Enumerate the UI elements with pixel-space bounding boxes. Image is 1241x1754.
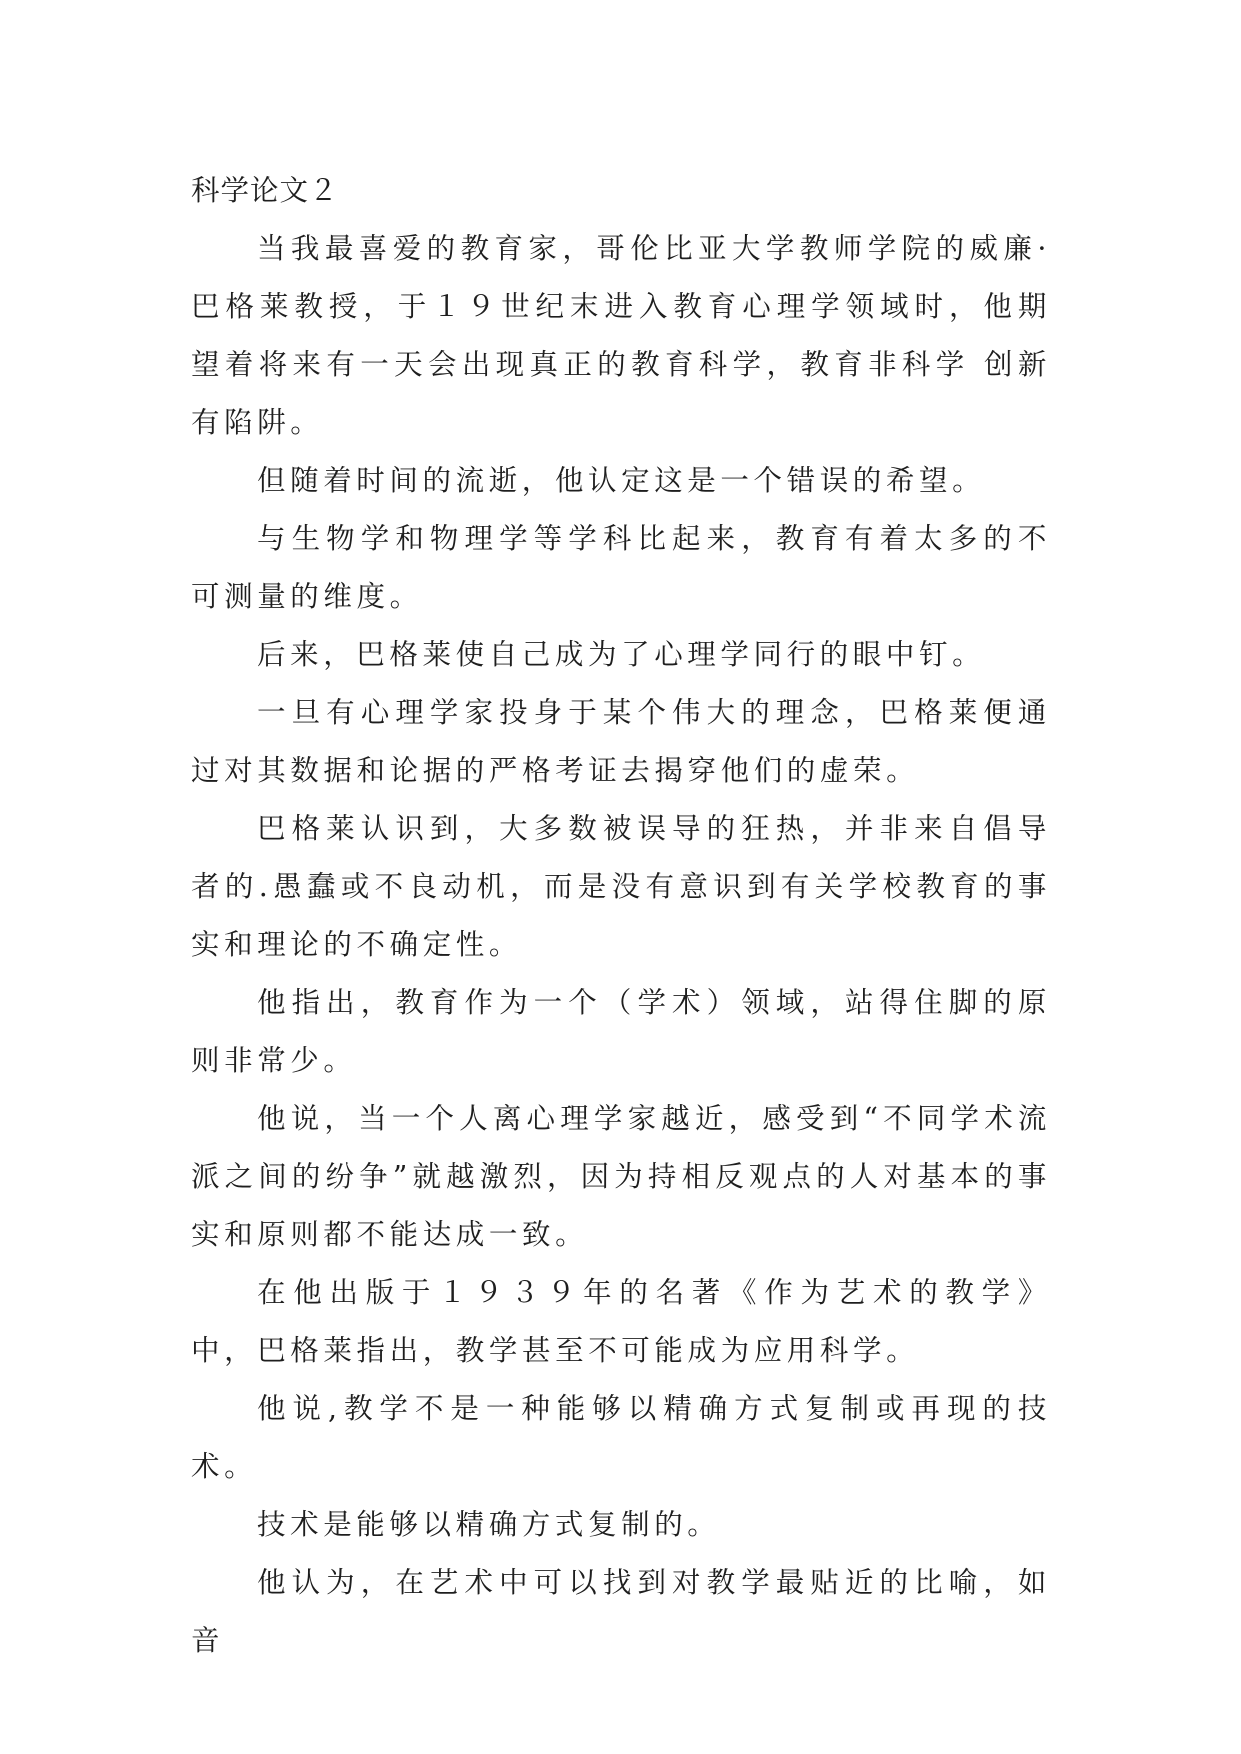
document-title: 科学论文２ <box>191 174 339 207</box>
paragraph: 后来，巴格莱使自己成为了心理学同行的眼中钉。 <box>257 638 986 671</box>
paragraph: 巴格莱认识到，大多数被误导的狂热，并非来自倡导者的.愚蠢或不良动机，而是没有意识到有关学校教育的事实和理论的不确定性。 <box>191 812 1051 961</box>
paragraph: 他说，当一个人离心理学家越近，感受到“不同学术流派之间的纷争”就越激烈，因为持相反观点的人对基本的事实和原则都不能达成一致。 <box>191 1102 1051 1251</box>
paragraph: 一旦有心理学家投身于某个伟大的理念，巴格莱便通过对其数据和论据的严格考证去揭穿他们的虚荣。 <box>191 696 1051 787</box>
document-body <box>191 162 1051 1670</box>
paragraph: 技术是能够以精确方式复制的。 <box>257 1508 721 1541</box>
paragraph: 他说,教学不是一种能够以精确方式复制或再现的技术。 <box>191 1392 1051 1483</box>
paragraph: 但随着时间的流逝，他认定这是一个错误的希望。 <box>257 464 986 497</box>
paragraph: 当我最喜爱的教育家，哥伦比亚大学教师学院的威廉·巴格莱教授，于１９世纪末进入教育心理学领域时，他期望着将来有一天会出现真正的教育科学，教育非科学 创新有陷阱。 <box>191 232 1051 439</box>
paragraph: 与生物学和物理学等学科比起来，教育有着太多的不可测量的维度。 <box>191 522 1051 613</box>
paragraph: 他指出，教育作为一个（学术）领域，站得住脚的原则非常少。 <box>191 986 1051 1077</box>
paragraph: 他认为，在艺术中可以找到对教学最贴近的比喻，如音 <box>191 1566 1051 1657</box>
paragraph: 在他出版于１９３９年的名著《作为艺术的教学》中，巴格莱指出，教学甚至不可能成为应用科学。 <box>191 1276 1051 1367</box>
